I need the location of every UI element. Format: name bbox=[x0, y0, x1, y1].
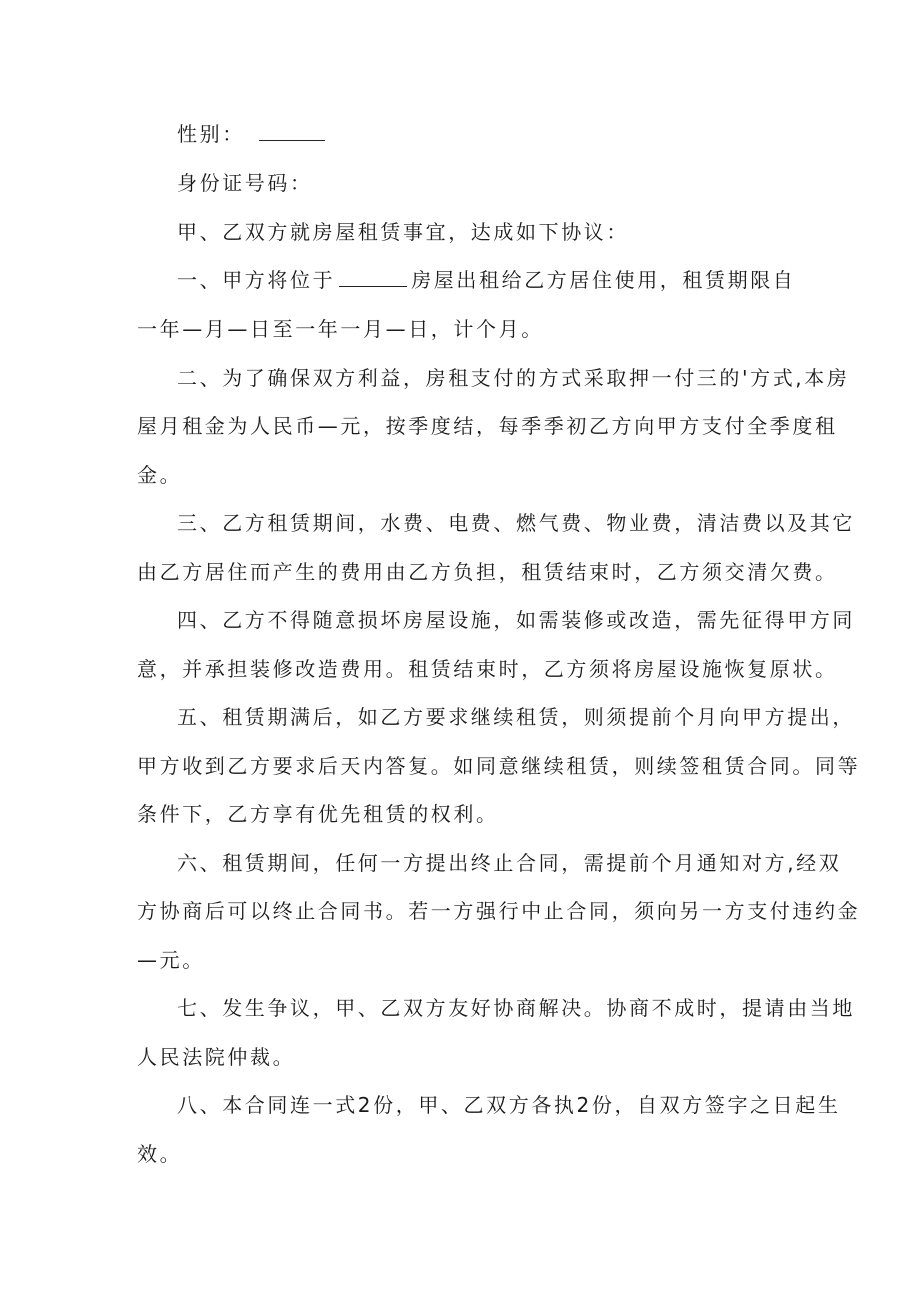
clause-4-line-2: 意，并承担装修改造费用。租赁结束时，乙方须将房屋设施恢复原状。 bbox=[137, 657, 838, 681]
clause-3-line-2: 由乙方居住而产生的费用由乙方负担，租赁结束时，乙方须交清欠费。 bbox=[137, 560, 838, 584]
clause-8-line-1: 八、本合同连一式2份，甲、乙双方各执2份，自双方签字之日起生 bbox=[177, 1093, 841, 1117]
clause-6-line-3: —元。 bbox=[137, 948, 205, 972]
clause-2-line-2: 屋月租金为人民币—元，按季度结，每季季初乙方向甲方支付全季度租 bbox=[137, 414, 838, 438]
address-blank[interactable] bbox=[339, 268, 407, 287]
clause-2-line-3: 金。 bbox=[137, 463, 183, 487]
id-number-label: 身份证号码： bbox=[177, 171, 313, 195]
gender-blank[interactable] bbox=[259, 122, 325, 141]
clause-5-line-3: 条件下，乙方享有优先租赁的权利。 bbox=[137, 802, 499, 826]
clause-2-line-1: 二、为了确保双方利益，房租支付的方式采取押一付三的'方式,本房 bbox=[177, 366, 850, 390]
clause-4-line-1: 四、乙方不得随意损坏房屋设施，如需装修或改造，需先征得甲方同 bbox=[177, 608, 855, 632]
clause-8-line-2: 效。 bbox=[137, 1142, 183, 1166]
clause-1-after-blank: 房屋出租给乙方居住使用，租赁期限自 bbox=[411, 268, 796, 292]
clause-6-line-2: 方协商后可以终止合同书。若一方强行中止合同，须向另一方支付违约金 bbox=[137, 899, 861, 923]
clause-3-line-1: 三、乙方租赁期间，水费、电费、燃气费、物业费，清洁费以及其它 bbox=[177, 511, 855, 535]
clause-7-line-2: 人民法院仲裁。 bbox=[137, 1045, 296, 1069]
agreement-intro: 甲、乙双方就房屋租赁事宜，达成如下协议： bbox=[177, 220, 629, 244]
clause-1-line-2: 一年—月—日至一年一月—日，计个月。 bbox=[137, 317, 544, 341]
gender-label: 性别： bbox=[177, 122, 245, 146]
clause-6-line-1: 六、租赁期间，任何一方提出终止合同，需提前个月通知对方,经双 bbox=[177, 851, 842, 875]
clause-5-line-2: 甲方收到乙方要求后天内答复。如同意继续租赁，则续签租赁合同。同等 bbox=[137, 754, 861, 778]
clause-5-line-1: 五、租赁期满后，如乙方要求继续租赁，则须提前个月向甲方提出， bbox=[177, 705, 855, 729]
clause-1-line-1 bbox=[177, 268, 795, 292]
clause-7-line-1: 七、发生争议，甲、乙双方友好协商解决。协商不成时，提请由当地 bbox=[177, 996, 855, 1020]
clause-1-before-blank: 一、甲方将位于 bbox=[177, 268, 336, 292]
gender-field bbox=[177, 122, 329, 146]
